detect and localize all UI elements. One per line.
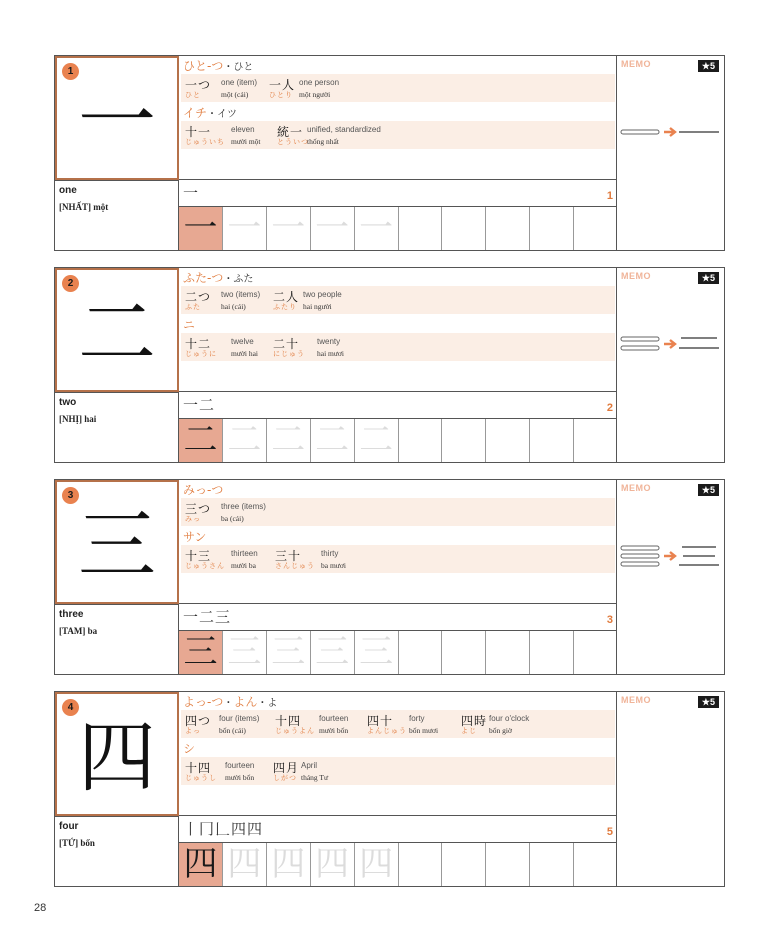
card-number-badge: 3 <box>62 487 79 504</box>
kanji-display <box>55 480 179 604</box>
level-badge: ★5 <box>698 60 719 72</box>
practice-cell-blank[interactable] <box>442 631 486 674</box>
practice-cell-blank[interactable] <box>442 207 486 250</box>
kun-words-band: 三つ みっ three (items) ba (cái) <box>181 498 615 526</box>
practice-grid <box>179 419 617 462</box>
on-words-band: 十三 じゅうさん thirteen mười ba 三十 さんじゅう thirty ba mươi <box>181 545 615 573</box>
practice-cell-blank[interactable] <box>399 843 443 886</box>
kun-reading: ひと-つ・ひと <box>183 59 254 73</box>
practice-cell-blank[interactable] <box>530 419 574 462</box>
page-number: 28 <box>34 902 47 914</box>
practice-grid <box>179 207 617 250</box>
practice-cell-trace[interactable]: 四 <box>223 843 267 886</box>
meaning-panel <box>55 392 179 462</box>
memo-panel <box>617 56 724 250</box>
on-words-band: 十二 じゅうに twelve mười hai 二十 にじゅう twenty hai mươi <box>181 333 615 361</box>
practice-cell-blank[interactable] <box>486 631 530 674</box>
practice-cell-trace[interactable]: 二 <box>223 419 267 462</box>
memo-label: MEMO <box>621 271 651 281</box>
kun-words-band: 四つ よっ four (items) bốn (cái) 十四 じゅうよん fourteen mười bốn 四十 よんじゅう forty bốn mươi 四時 よじ four o'clock bốn giờ <box>181 710 615 738</box>
practice-cell-trace[interactable]: 二 <box>311 419 355 462</box>
stroke-order-row <box>179 816 617 843</box>
practice-cell-blank[interactable] <box>530 207 574 250</box>
kanji-display <box>55 268 179 392</box>
kun-words-band: 二つ ふた two (items) hai (cái) 二人 ふたり two people hai người <box>181 286 615 314</box>
kanji-card-4 <box>54 691 725 887</box>
practice-grid <box>179 843 617 886</box>
practice-cell-trace[interactable]: 二 <box>267 419 311 462</box>
practice-cell-blank[interactable] <box>442 843 486 886</box>
practice-cell-trace[interactable]: 二 <box>355 419 399 462</box>
readings-panel <box>179 268 617 392</box>
kanji-display <box>55 692 179 816</box>
memo-label: MEMO <box>621 483 651 493</box>
on-words-band: 十四 じゅうし fourteen mười bốn 四月 しがつ April tháng Tư <box>181 757 615 785</box>
practice-cell-model: 四 <box>179 843 223 886</box>
practice-cell-model: 一 <box>179 207 223 250</box>
level-badge: ★5 <box>698 272 719 284</box>
practice-cell-blank[interactable] <box>486 843 530 886</box>
main-kanji: 一 <box>77 77 156 167</box>
readings-panel <box>179 56 617 180</box>
stroke-sequence: 一二三 <box>183 608 232 626</box>
memo-panel <box>617 692 724 886</box>
practice-grid <box>179 631 617 674</box>
memo-label: MEMO <box>621 695 651 705</box>
kun-reading: みっ-つ <box>183 483 224 497</box>
stroke-evolution-diagram <box>617 544 724 574</box>
stroke-order-row <box>179 392 617 419</box>
practice-cell-trace[interactable]: 四 <box>267 843 311 886</box>
meaning-english: two <box>59 397 77 408</box>
practice-cell-blank[interactable] <box>486 207 530 250</box>
practice-cell-trace[interactable]: 一 <box>355 207 399 250</box>
practice-cell-trace[interactable]: 一 <box>267 207 311 250</box>
practice-cell-trace[interactable]: 一 <box>311 207 355 250</box>
practice-cell-blank[interactable] <box>574 843 617 886</box>
meaning-english: one <box>59 185 77 196</box>
arrow-right-icon <box>664 552 675 560</box>
stroke-sequence: 丨冂𠃊四四 <box>183 820 264 838</box>
practice-cell-model: 三 <box>179 631 223 674</box>
meaning-panel <box>55 604 179 674</box>
main-kanji: 二 <box>77 289 156 379</box>
practice-cell-blank[interactable] <box>399 207 443 250</box>
practice-cell-trace[interactable]: 四 <box>311 843 355 886</box>
readings-panel <box>179 480 617 604</box>
stroke-count: 3 <box>606 614 613 626</box>
practice-cell-trace[interactable]: 三 <box>267 631 311 674</box>
memo-label: MEMO <box>621 59 651 69</box>
arrow-right-icon <box>664 128 675 136</box>
stroke-evolution-diagram <box>617 120 724 150</box>
meaning-panel <box>55 180 179 250</box>
practice-cell-blank[interactable] <box>486 419 530 462</box>
on-reading: イチ・イツ <box>183 106 238 120</box>
kanji-card-3 <box>54 479 725 675</box>
stroke-count: 2 <box>606 402 613 414</box>
kanji-card-1 <box>54 55 725 251</box>
practice-cell-blank[interactable] <box>574 631 617 674</box>
on-reading: シ <box>183 742 196 756</box>
card-main <box>55 692 617 886</box>
main-kanji: 三 <box>77 501 156 591</box>
arrow-right-icon <box>664 340 675 348</box>
on-reading: ニ <box>183 318 196 332</box>
practice-cell-trace[interactable]: 三 <box>355 631 399 674</box>
on-reading: サン <box>183 530 207 544</box>
level-badge: ★5 <box>698 484 719 496</box>
card-main <box>55 56 617 250</box>
practice-cell-blank[interactable] <box>530 843 574 886</box>
practice-cell-blank[interactable] <box>574 207 617 250</box>
meaning-panel <box>55 816 179 886</box>
kun-reading: よっ-つ・よん・よ <box>183 695 278 709</box>
card-number-badge: 2 <box>62 275 79 292</box>
meaning-vietnamese: [TAM] ba <box>59 626 98 636</box>
main-kanji: 四 <box>77 713 156 803</box>
practice-cell-blank[interactable] <box>399 631 443 674</box>
meaning-vietnamese: [NHỊ] hai <box>59 414 97 424</box>
memo-panel <box>617 480 724 674</box>
on-words-band: 十一 じゅういち eleven mười một 統一 とういつ unified, standardized thống nhất <box>181 121 615 149</box>
kanji-display <box>55 56 179 180</box>
meaning-english: three <box>59 609 84 620</box>
practice-cell-blank[interactable] <box>574 419 617 462</box>
card-main <box>55 268 617 462</box>
practice-cell-blank[interactable] <box>530 631 574 674</box>
practice-cell-blank[interactable] <box>399 419 443 462</box>
kanji-card-2 <box>54 267 725 463</box>
stroke-count: 1 <box>606 190 613 202</box>
meaning-english: four <box>59 821 79 832</box>
level-badge: ★5 <box>698 696 719 708</box>
stroke-sequence: 一 <box>183 184 200 202</box>
kun-reading: ふた-つ・ふた <box>183 271 254 285</box>
practice-cell-trace[interactable]: 一 <box>223 207 267 250</box>
practice-cell-trace[interactable]: 三 <box>311 631 355 674</box>
stroke-order-row <box>179 180 617 207</box>
stroke-count: 5 <box>606 826 613 838</box>
card-main <box>55 480 617 674</box>
stroke-order-row <box>179 604 617 631</box>
stroke-evolution-diagram <box>617 332 724 362</box>
memo-panel <box>617 268 724 462</box>
card-number-badge: 4 <box>62 699 79 716</box>
stroke-sequence: 一二 <box>183 396 216 414</box>
practice-cell-model: 二 <box>179 419 223 462</box>
practice-cell-trace[interactable]: 三 <box>223 631 267 674</box>
readings-panel <box>179 692 617 816</box>
meaning-vietnamese: [TỨ] bốn <box>59 838 95 848</box>
practice-cell-blank[interactable] <box>442 419 486 462</box>
card-number-badge: 1 <box>62 63 79 80</box>
kun-words-band: 一つ ひと one (item) một (cái) 一人 ひとり one person một người <box>181 74 615 102</box>
practice-cell-trace[interactable]: 四 <box>355 843 399 886</box>
meaning-vietnamese: [NHẤT] một <box>59 202 109 212</box>
